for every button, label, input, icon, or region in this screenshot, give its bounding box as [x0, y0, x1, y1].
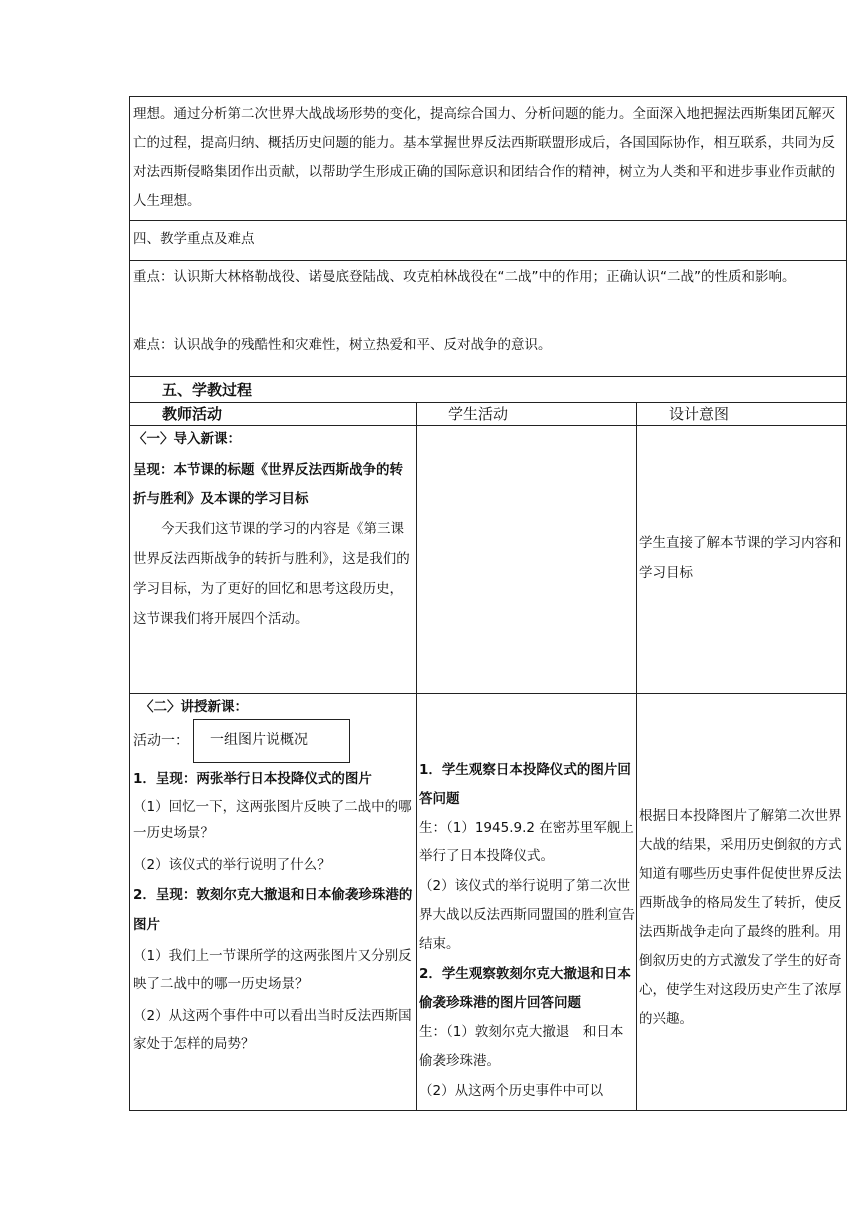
present-text: 呈现：本节课的标题《世界反法西斯战争的转折与胜利》及本课的学习目标 — [133, 462, 403, 507]
key-points-text: 重点：认识斯大林格勒战役、诺曼底登陆战、攻克柏林战役在“二战”中的作用；正确认识“二战”的性质和影响。 — [133, 269, 796, 285]
column-header-teacher: 教师活动 — [162, 405, 223, 423]
question: （2）该仪式的举行说明了什么？ — [133, 857, 331, 873]
objectives-text: 理想。通过分析第二次世界大战战场形势的变化，提高综合国力、分析问题的能力。全面深入地把握法西斯集团瓦解灭亡的过程，提高归纳、概括历史问题的能力。基本掌握世界反法西斯联盟形成后，各国国际协作，相互联系，共同为反对法西斯侵略集团作出贡献，以帮助学生形成正确的国际意识和团结合作的精神，树立为人类和平和进步事业作贡献的人生理想。 — [133, 106, 835, 209]
present-title: 1．呈现：两张举行日本投降仪式的图片 — [133, 771, 372, 787]
student-answer: （2）该仪式的举行说明了第二次世界大战以反法西斯同盟国的胜利宣告结束。 — [419, 878, 635, 952]
activity-title-box: 一组图片说概况 — [193, 719, 350, 763]
section-heading: 五、学教过程 — [162, 381, 253, 399]
question: （1）回忆一下，这两张图片反映了二战中的哪一历史场景？ — [133, 799, 412, 841]
design-intent-1: 学生直接了解本节课的学习内容和学习目标 — [639, 535, 842, 581]
step-title: 〈二〉讲授新课： — [140, 699, 248, 715]
row-divider — [129, 220, 847, 221]
student-answer: 生：（1）1945.9.2 在密苏里军舰上举行了日本投降仪式。 — [419, 820, 634, 864]
activity-label: 活动一： — [133, 733, 189, 749]
student-task: 1．学生观察日本投降仪式的图片回答问题 — [419, 762, 631, 807]
row-divider — [129, 260, 847, 261]
question: （1）我们上一节课所学的这两张图片又分别反映了二战中的哪一历史场景？ — [133, 948, 412, 992]
step-title: 〈一〉导入新课： — [133, 431, 241, 447]
question: （2）从这两个事件中可以看出当时反法西斯国家处于怎样的局势？ — [133, 1008, 412, 1052]
section-heading: 四、教学重点及难点 — [133, 231, 255, 247]
intro-body: 今天我们这节课的学习的内容是《第三课世界反法西斯战争的转折与胜利》，这是我们的学习目标，为了更好的回忆和思考这段历史，这节课我们将开展四个活动。 — [133, 521, 410, 627]
student-answer: 生：（1）敦刻尔克大撤退 和日本偷袭珍珠港。 — [419, 1024, 624, 1069]
column-divider — [636, 402, 637, 1111]
present-title: 2．呈现：敦刻尔克大撤退和日本偷袭珍珠港的图片 — [133, 887, 413, 933]
column-header-design: 设计意图 — [669, 405, 730, 423]
student-task: 2．学生观察敦刻尔克大撤退和日本偷袭珍珠港的图片回答问题 — [419, 966, 631, 1011]
column-divider — [416, 402, 417, 1111]
difficulties-text: 难点：认识战争的残酷性和灾难性，树立热爱和平、反对战争的意识。 — [133, 337, 552, 353]
column-header-student: 学生活动 — [448, 405, 509, 423]
student-answer: （2）从这两个历史事件中可以 — [419, 1083, 604, 1099]
row-divider — [129, 376, 847, 377]
design-intent-2: 根据日本投降图片了解第二次世界大战的结果，采用历史倒叙的方式知道有哪些历史事件促使世界反法西斯战争的格局发生了转折，使反法西斯战争走向了最终的胜利。用倒叙历史的方式激发了学生的好奇心，使学生对这段历史产生了浓厚的兴趣。 — [639, 808, 842, 1027]
